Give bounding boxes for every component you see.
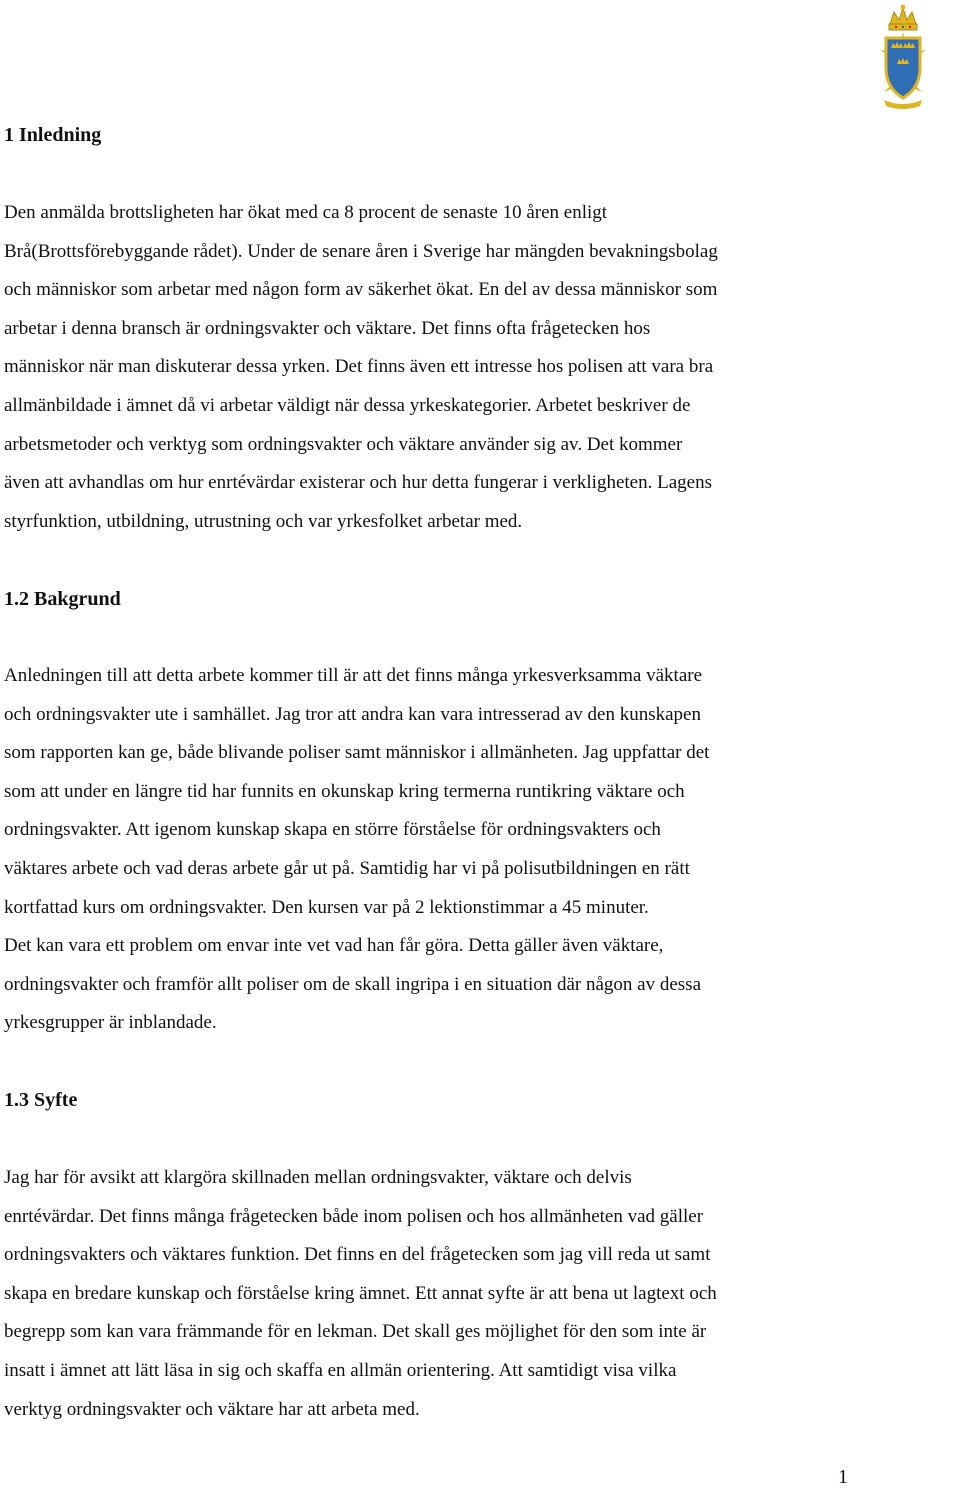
section-heading-inledning: 1 Inledning bbox=[4, 124, 102, 146]
text-line: arbetsmetoder och verktyg som ordningsvakter och väktare använder sig av. Det kommer bbox=[4, 433, 683, 455]
text-line: yrkesgrupper är inblandade. bbox=[4, 1012, 217, 1034]
text-line: skapa en bredare kunskap och förståelse kring ämnet. Ett annat syfte är att bena ut lagtext och bbox=[4, 1282, 717, 1304]
section-paragraph-inledning bbox=[4, 194, 718, 541]
text-line: styrfunktion, utbildning, utrustning och var yrkesfolket arbetar med. bbox=[4, 510, 523, 532]
emblem-graphic bbox=[872, 2, 934, 110]
text-line: Brå(Brottsförebyggande rådet). Under de senare åren i Sverige har mängden bevakningsbolag bbox=[4, 240, 718, 262]
text-line: enrtévärdar. Det finns många frågetecken både inom polisen och hos allmänheten vad gäller bbox=[4, 1205, 704, 1227]
swedish-police-emblem-icon bbox=[872, 2, 934, 110]
text-line: människor när man diskuterar dessa yrken. Det finns även ett intresse hos polisen att vara bra bbox=[4, 356, 714, 378]
text-line: ordningsvakter. Att igenom kunskap skapa en större förståelse för ordningsvakters och bbox=[4, 819, 661, 841]
text-line: och människor som arbetar med någon form av säkerhet ökat. En del av dessa människor som bbox=[4, 279, 718, 301]
text-line: ordningsvakter och framför allt poliser om de skall ingripa i en situation där någon av dessa bbox=[4, 973, 702, 995]
text-line: som rapporten kan ge, både blivande poliser samt människor i allmänheten. Jag uppfattar det bbox=[4, 742, 710, 764]
text-line: allmänbildade i ämnet då vi arbetar väldigt när dessa yrkeskategorier. Arbetet beskriver de bbox=[4, 394, 691, 416]
text-line: ordningsvakters och väktares funktion. Det finns en del frågetecken som jag vill reda ut samt bbox=[4, 1244, 711, 1266]
text-line: som att under en längre tid har funnits en okunskap kring termerna runtikring väktare och bbox=[4, 780, 685, 802]
text-line: Den anmälda brottsligheten har ökat med ca 8 procent de senaste 10 åren enligt bbox=[4, 202, 608, 223]
text-line: och ordningsvakter ute i samhället. Jag tror att andra kan vara intresserad av den kunskapen bbox=[4, 703, 701, 725]
page-number: 1 bbox=[838, 1466, 848, 1488]
text-line: Jag har för avsikt att klargöra skillnaden mellan ordningsvakter, väktare och delvis bbox=[4, 1167, 632, 1188]
text-line: Anledningen till att detta arbete kommer till är att det finns många yrkesverksamma väktare bbox=[4, 665, 703, 686]
text-line: Det kan vara ett problem om envar inte vet vad han får göra. Detta gäller även väktare, bbox=[4, 935, 664, 957]
section-paragraph-syfte bbox=[4, 1159, 717, 1429]
text-line: kortfattad kurs om ordningsvakter. Den kursen var på 2 lektionstimmar a 45 minuter. bbox=[4, 896, 649, 918]
section-heading-syfte: 1.3 Syfte bbox=[4, 1089, 78, 1111]
section-heading-bakgrund: 1.2 Bakgrund bbox=[4, 588, 121, 610]
text-line: även att avhandlas om hur enrtévärdar existerar och hur detta fungerar i verkligheten. Lagens bbox=[4, 472, 712, 494]
text-line: arbetar i denna bransch är ordningsvakter och väktare. Det finns ofta frågetecken hos bbox=[4, 317, 651, 339]
text-line: begrepp som kan vara främmande för en lekman. Det skall ges möjlighet för den som inte är bbox=[4, 1321, 707, 1343]
section-paragraph-bakgrund bbox=[4, 657, 709, 1043]
text-line: verktyg ordningsvakter och väktare har att arbeta med. bbox=[4, 1398, 420, 1420]
text-line: insatt i ämnet att lätt läsa in sig och skaffa en allmän orientering. Att samtidigt visa vilka bbox=[4, 1359, 677, 1381]
text-line: väktares arbete och vad deras arbete går ut på. Samtidig har vi på polisutbildningen en rätt bbox=[4, 857, 690, 879]
